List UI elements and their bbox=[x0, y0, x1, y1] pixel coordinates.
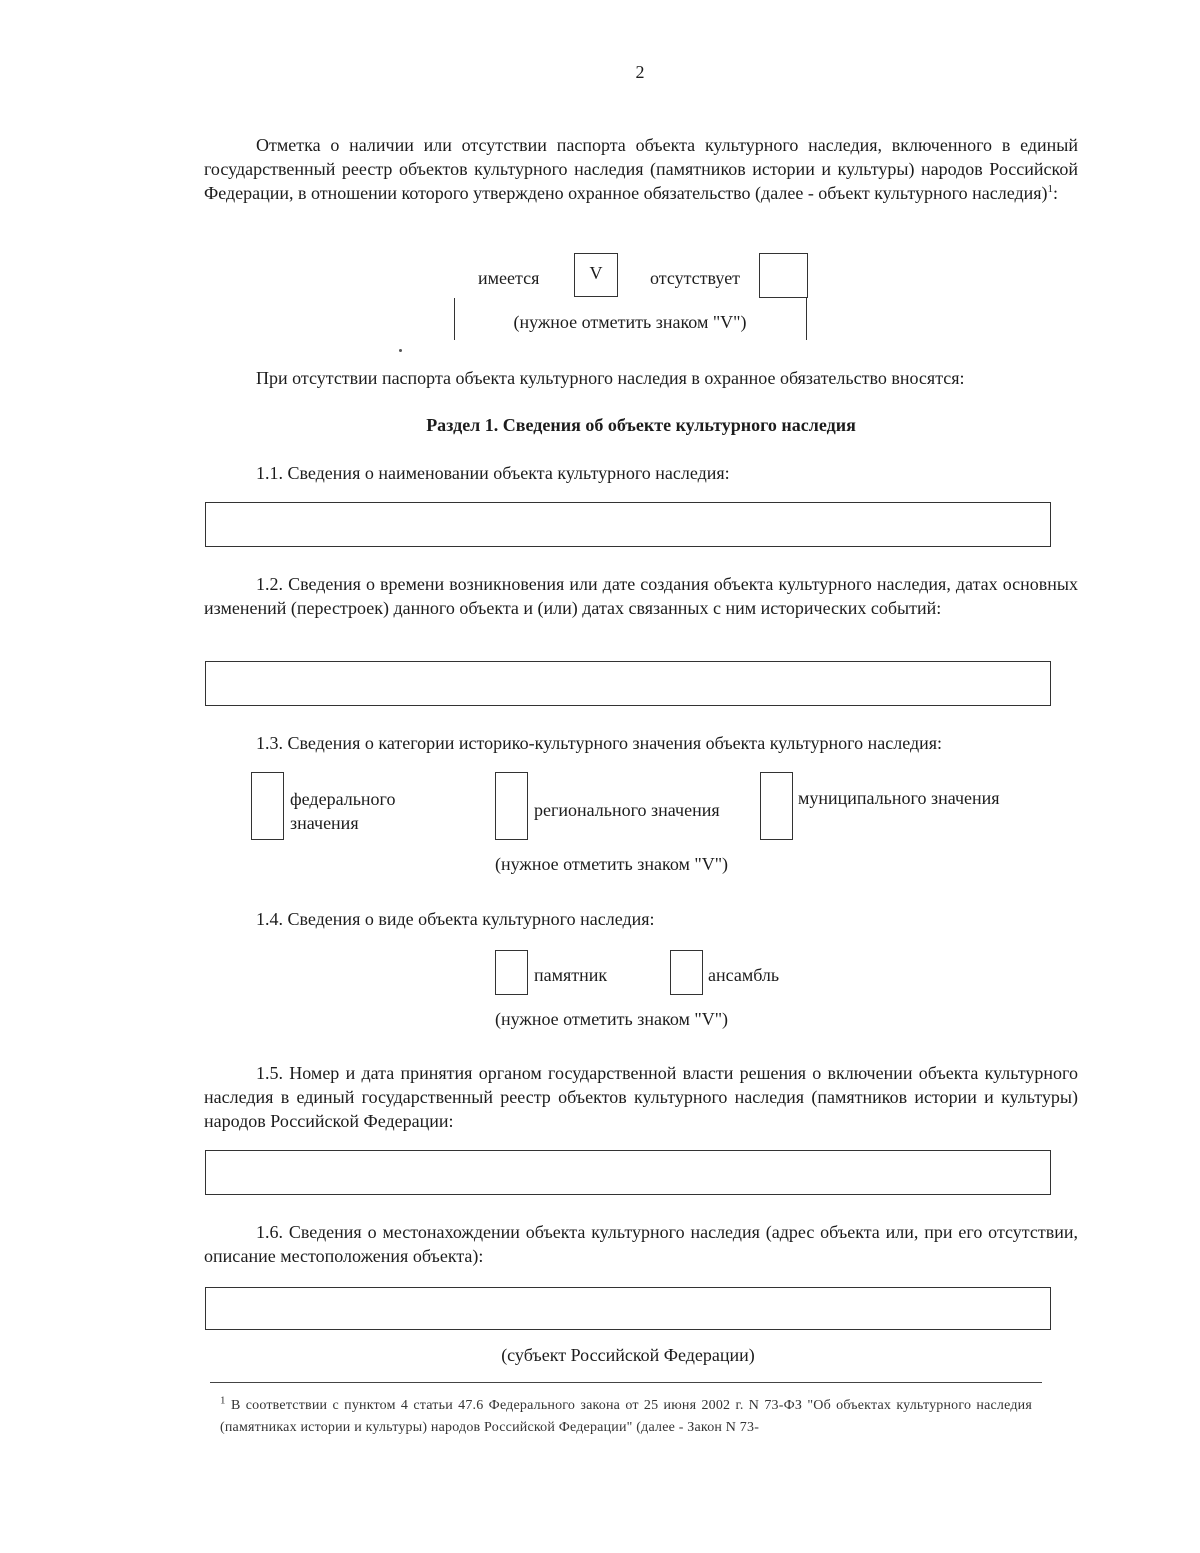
s14-ensemble-checkbox[interactable] bbox=[670, 950, 703, 995]
footnote-ref[interactable]: 1 bbox=[1047, 183, 1054, 195]
s15-field[interactable] bbox=[205, 1150, 1051, 1195]
s14-label: 1.4. Сведения о виде объекта культурного наследия: bbox=[256, 909, 655, 929]
s11-field[interactable] bbox=[205, 502, 1051, 547]
intro-paragraph bbox=[204, 133, 1078, 205]
s14-monument-label: памятник bbox=[534, 965, 608, 985]
footnote-mark: 1 bbox=[220, 1394, 226, 1407]
passport-hint: (нужное отметить знаком "V") bbox=[513, 312, 747, 332]
s16-field[interactable] bbox=[205, 1287, 1051, 1330]
intro-suffix: : bbox=[1053, 183, 1059, 203]
hint-bracket-right bbox=[806, 298, 807, 340]
s14-monument-checkbox[interactable] bbox=[495, 950, 528, 995]
s13-regional-label: регионального значения bbox=[534, 800, 720, 820]
has-passport-checkbox[interactable] bbox=[574, 253, 618, 297]
s16-label: 1.6. Сведения о местонахождении объекта культурного наследия (адрес объекта или, при его отсутствии, описание местоположения объекта): bbox=[204, 1222, 1078, 1266]
s14-ensemble-label: ансамбль bbox=[708, 965, 780, 985]
s14-hint: (нужное отметить знаком "V") bbox=[495, 1009, 729, 1029]
s13-regional-checkbox[interactable] bbox=[495, 772, 528, 840]
s13-municipal-label: муниципального значения bbox=[798, 788, 1000, 808]
page-number: 2 bbox=[635, 62, 645, 82]
has-passport-mark: V bbox=[589, 263, 603, 283]
s12-field[interactable] bbox=[205, 661, 1051, 706]
footnote-separator bbox=[210, 1382, 1042, 1383]
has-passport-label: имеется bbox=[478, 268, 540, 288]
s13-hint: (нужное отметить знаком "V") bbox=[495, 854, 729, 874]
absent-passport-label: отсутствует bbox=[650, 268, 741, 288]
intro-text: Отметка о наличии или отсутствии паспорта объекта культурного наследия, включенного в единый государственный реестр объектов культурного наследия (памятников истории и культуры) народов Российской Федерации, в отношении которого утверждено охранное обязательство (далее - объект культурного наследия) bbox=[204, 135, 1078, 203]
s12-label: 1.2. Сведения о времени возникновения или дате создания объекта культурного наследия, датах основных изменений (перестроек) данного объекта и (или) датах связанных с ним исторических событий: bbox=[204, 574, 1078, 618]
footnote bbox=[220, 1395, 1032, 1439]
absence-note: При отсутствии паспорта объекта культурного наследия в охранное обязательство вносятся: bbox=[256, 368, 965, 388]
s13-label: 1.3. Сведения о категории историко-культурного значения объекта культурного наследия: bbox=[256, 733, 943, 753]
s16-caption: (субъект Российской Федерации) bbox=[501, 1345, 755, 1365]
s13-municipal-checkbox[interactable] bbox=[760, 772, 793, 840]
absent-passport-checkbox[interactable] bbox=[759, 253, 808, 298]
s13-federal-checkbox[interactable] bbox=[251, 772, 284, 840]
scan-speck bbox=[399, 349, 402, 352]
s11-label: 1.1. Сведения о наименовании объекта культурного наследия: bbox=[256, 463, 730, 483]
section-title: Раздел 1. Сведения об объекте культурного наследия bbox=[426, 415, 856, 435]
footnote-text: В соответствии с пунктом 4 статьи 47.6 Федерального закона от 25 июня 2002 г. N 73-ФЗ "Об объектах культурного наследия (памятниках истории и культуры) народов Российской Федерации" (далее - Закон N 73- bbox=[220, 1398, 1032, 1435]
absent-passport-mark bbox=[760, 254, 807, 266]
s13-federal-label: федерального значения bbox=[290, 789, 396, 833]
s15-label: 1.5. Номер и дата принятия органом государственной власти решения о включении объекта культурного наследия в единый государственный реестр объектов культурного наследия (памятников истории и культуры) народов Российской Федерации: bbox=[204, 1063, 1078, 1131]
